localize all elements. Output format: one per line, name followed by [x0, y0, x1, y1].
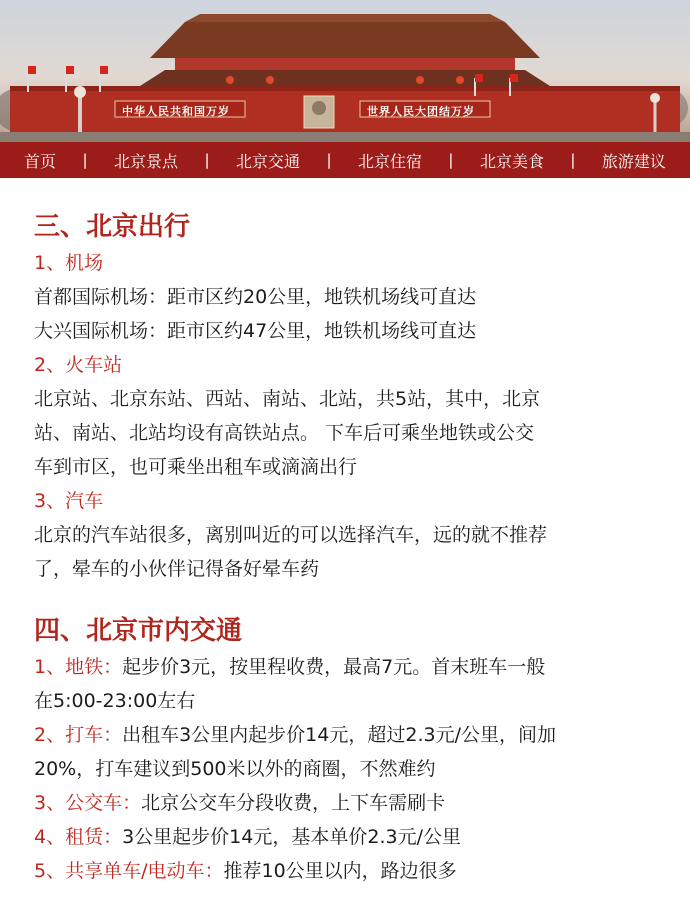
nav-item-transport[interactable]: 北京交通 — [235, 151, 300, 171]
train-line: 北京站、北京东站、西站、南站、北站，共5站，其中，北京 — [34, 388, 541, 410]
hero-image — [0, 0, 690, 142]
nav-item-tips[interactable]: 旅游建议 — [601, 151, 666, 171]
item-label: 4、租赁： — [34, 826, 123, 848]
nav-item-lodging[interactable]: 北京住宿 — [357, 151, 422, 171]
nav-separator: | — [204, 151, 210, 169]
item-label: 2、打车： — [34, 724, 123, 746]
item-label: 1、地铁： — [34, 656, 123, 678]
main-nav — [0, 142, 690, 178]
item-label: 3、公交车： — [34, 792, 142, 814]
nav-item-food[interactable]: 北京美食 — [479, 151, 544, 171]
bus-line: 北京的汽车站很多，离别叫近的可以选择汽车，远的就不推荐 — [34, 524, 548, 546]
transport-item-subway — [34, 650, 656, 684]
transport-item-rental — [34, 820, 656, 854]
bus-line: 了，晕车的小伙伴记得备好晕车药 — [34, 558, 320, 580]
airport-line: 大兴国际机场：距市区约47公里，地铁机场线可直达 — [34, 320, 477, 342]
transport-item-shared-bike — [34, 854, 656, 888]
nav-separator: | — [326, 151, 332, 169]
article-content — [0, 178, 690, 888]
banner-right: 世界人民大团结万岁 — [367, 105, 475, 118]
nav-separator: | — [570, 151, 576, 169]
airport-line: 首都国际机场：距市区约20公里，地铁机场线可直达 — [34, 286, 477, 308]
nav-item-attractions[interactable]: 北京景点 — [113, 151, 178, 171]
item-text: 北京公交车分段收费，上下车需刷卡 — [141, 792, 446, 814]
section-title: 三、北京出行 — [34, 212, 191, 242]
nav-separator: | — [82, 151, 88, 169]
subheading-bus: 3、汽车 — [34, 490, 104, 512]
subheading-train-station: 2、火车站 — [34, 354, 123, 376]
transport-item-bus — [34, 786, 656, 820]
section-beijing-travel — [34, 178, 656, 586]
section-city-transport — [34, 586, 656, 888]
section-title: 四、北京市内交通 — [34, 616, 243, 646]
banner-left: 中华人民共和国万岁 — [122, 105, 230, 118]
item-text-continued: 20%，打车建议到500米以外的商圈，不然难约 — [34, 758, 436, 780]
subheading-airport: 1、机场 — [34, 252, 104, 274]
item-text: 起步价3元，按里程收费，最高7元。首末班车一般 — [122, 656, 546, 678]
item-text: 3公里起步价14元，基本单价2.3元/公里 — [122, 826, 461, 848]
item-text: 出租车3公里内起步价14元，超过2.3元/公里，间加 — [122, 724, 556, 746]
train-line: 车到市区，也可乘坐出租车或滴滴出行 — [34, 456, 358, 478]
nav-separator: | — [448, 151, 454, 169]
tiananmen-illustration — [0, 0, 690, 142]
transport-item-taxi — [34, 718, 656, 752]
item-text: 推荐10公里以内，路边很多 — [223, 860, 457, 882]
train-line: 站、南站、北站均设有高铁站点。 下车后可乘坐地铁或公交 — [34, 422, 535, 444]
item-label: 5、共享单车/电动车： — [34, 860, 224, 882]
item-text-continued: 在5:00-23:00左右 — [34, 690, 196, 712]
nav-item-home[interactable]: 首页 — [24, 151, 57, 171]
